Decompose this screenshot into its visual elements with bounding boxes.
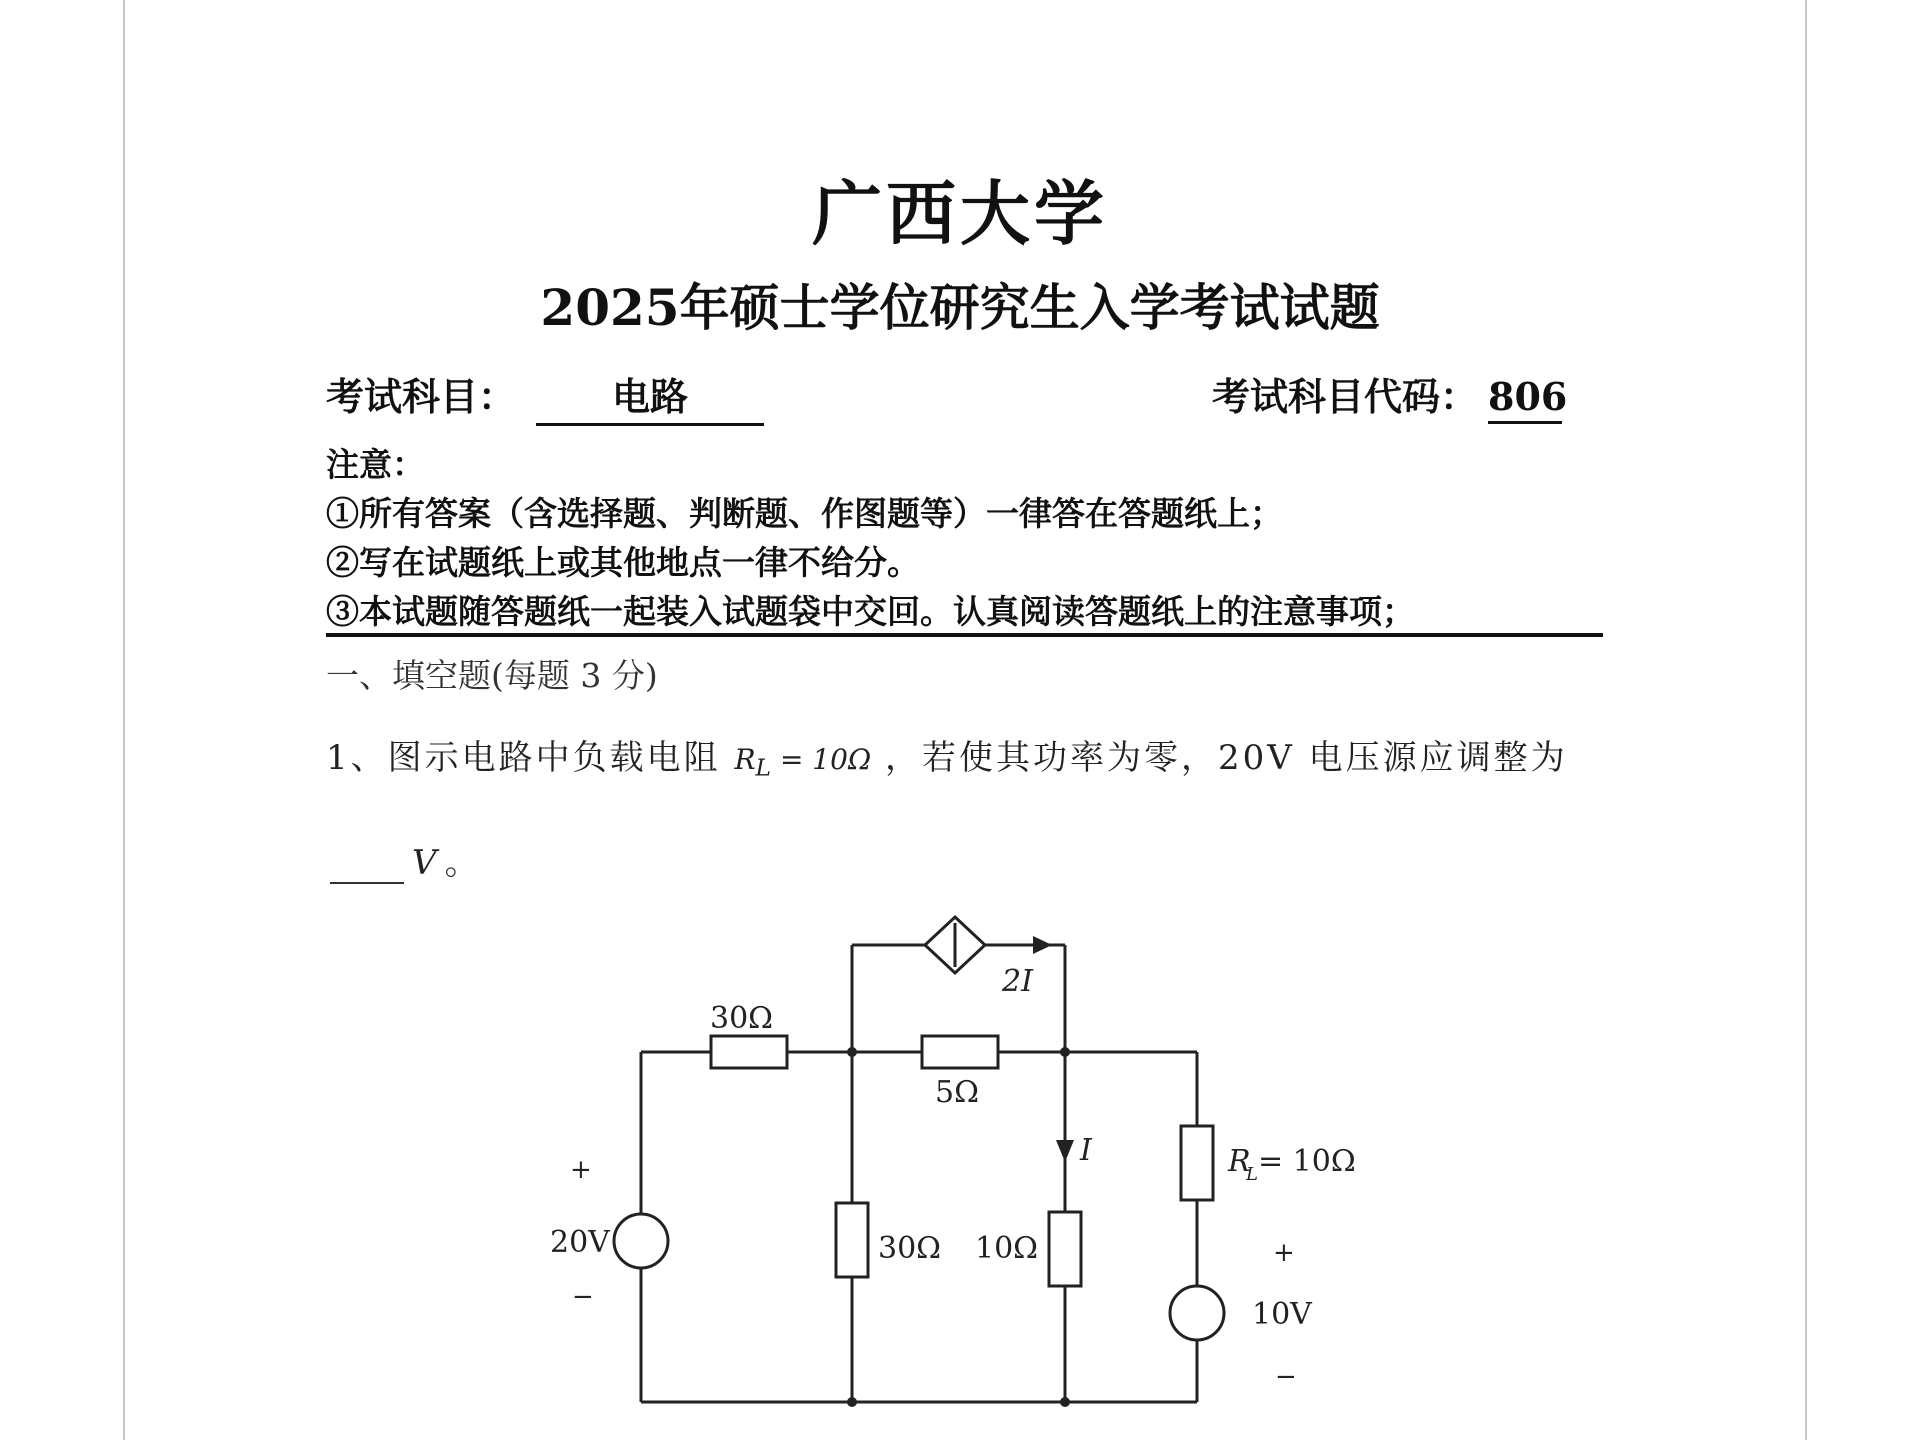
v2-plus: + xyxy=(1273,1238,1295,1268)
note-item: ①所有答案（含选择题、判断题、作图题等）一律答在答题纸上； xyxy=(326,494,1283,533)
question-1-prefix: 1、图示电路中负载电阻 xyxy=(326,738,721,778)
label-rl-name: R xyxy=(1228,1144,1251,1179)
label-rl-sub: L xyxy=(1246,1164,1258,1185)
answer-unit: V xyxy=(412,843,437,883)
label-rl-value: = 10Ω xyxy=(1258,1144,1356,1179)
junction-dot xyxy=(847,1047,857,1057)
label-r3: 30Ω xyxy=(878,1231,942,1266)
note-item: ②写在试题纸上或其他地点一律不给分。 xyxy=(326,543,920,582)
resistor-30-top xyxy=(711,1036,787,1068)
label-v2: 10V xyxy=(1252,1297,1312,1332)
university-title: 广西大学 xyxy=(812,172,1108,255)
voltage-source-10v xyxy=(1170,1286,1224,1340)
label-r1: 30Ω xyxy=(710,1001,774,1036)
voltage-source-20v xyxy=(614,1214,668,1268)
label-r2: 5Ω xyxy=(935,1075,979,1110)
resistor-rl xyxy=(1181,1126,1213,1200)
subject-label: 考试科目： xyxy=(326,374,517,419)
rl-value: = 10Ω xyxy=(771,743,872,776)
rl-symbol: R xyxy=(734,743,756,776)
resistor-30-middle xyxy=(836,1203,868,1277)
resistor-10 xyxy=(1049,1212,1081,1286)
note-item: ③本试题随答题纸一起装入试题袋中交回。认真阅读答题纸上的注意事项； xyxy=(326,592,1415,631)
notes-heading: 注意： xyxy=(326,445,425,484)
ccs-direction-arrow xyxy=(1033,936,1052,954)
code-label: 考试科目代码： xyxy=(1212,374,1479,419)
resistor-5 xyxy=(922,1036,998,1068)
code-value: 806 xyxy=(1488,374,1562,424)
label-current-i: I xyxy=(1080,1133,1092,1168)
rl-subscript: L xyxy=(755,753,772,782)
label-r4: 10Ω xyxy=(975,1231,1039,1266)
junction-dot xyxy=(847,1397,857,1407)
label-ccs: 2I xyxy=(1002,964,1033,999)
answer-end: 。 xyxy=(444,843,479,883)
label-v1: 20V xyxy=(550,1225,610,1260)
junction-dot xyxy=(1060,1397,1070,1407)
v1-plus: + xyxy=(570,1155,592,1185)
current-i-arrow xyxy=(1056,1140,1074,1162)
exam-title: 2025年硕士学位研究生入学考试试题 xyxy=(540,278,1380,337)
junction-dot xyxy=(1060,1047,1070,1057)
v1-minus: − xyxy=(572,1282,594,1312)
question-1-suffix: ，若使其功率为零，20V 电压源应调整为 xyxy=(884,738,1568,778)
section-title: 一、填空题(每题 3 分) xyxy=(326,656,658,695)
v2-minus: − xyxy=(1275,1362,1297,1392)
subject-value: 电路 xyxy=(536,366,764,426)
